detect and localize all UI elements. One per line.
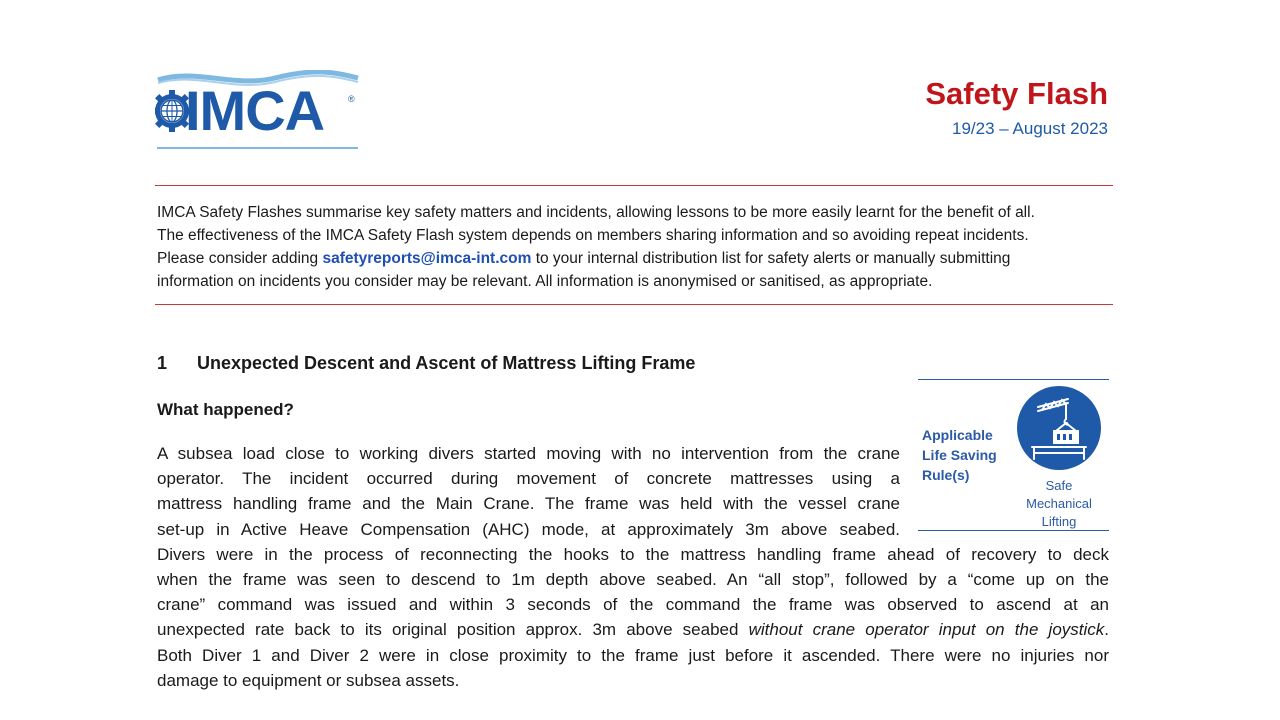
intro-divider [155, 304, 1113, 305]
life-saving-rule-label [922, 425, 1012, 485]
body-line: damage to equipment or subsea assets. [157, 670, 460, 690]
issue-date: 19/23 – August 2023 [952, 119, 1108, 138]
body-line: mattress handling frame and the Main Crane. The frame was held with the vessel crane [157, 494, 900, 514]
body-line: crane” command was issued and within 3 seconds of the command the frame was observed to ascend at an [157, 595, 1109, 615]
box-bottom-rule [918, 530, 1109, 531]
body-line: operator. The incident occurred during movement of concrete mattresses using a [157, 469, 900, 489]
registered-mark: ® [348, 94, 355, 104]
intro-text: Please consider adding [157, 250, 323, 267]
logo-wordmark: IMCA [185, 79, 325, 142]
life-saving-rule-box [918, 379, 1109, 532]
intro-line: The effectiveness of the IMCA Safety Flash system depends on members sharing information and so avoiding repeat incidents. [157, 227, 1029, 244]
imca-logo [155, 70, 360, 152]
caption-line: Safe [1045, 478, 1073, 493]
section-heading [157, 353, 695, 374]
label-line: Rule(s) [922, 467, 970, 483]
subheading: What happened? [157, 400, 294, 419]
label-line: Applicable [922, 427, 993, 443]
box-top-rule [918, 379, 1109, 380]
body-line: set-up in Active Heave Compensation (AHC) mode, at approximately 3m above seabed. [157, 519, 900, 539]
body-line: A subsea load close to working divers started moving with no intervention from the crane [157, 444, 900, 463]
body-text: . [1104, 620, 1110, 640]
page-title: Safety Flash [925, 76, 1108, 111]
body-text: unexpected rate back to its original position approx. 3m above seabed [157, 620, 749, 640]
intro-line: information on incidents you consider may be relevant. All information is anonymised or sanitised, as appropriate. [157, 273, 933, 290]
caption-line: Lifting [1041, 514, 1077, 529]
crane-lifting-icon [1016, 385, 1102, 476]
life-saving-rule-caption [1014, 477, 1104, 531]
section-title: Unexpected Descent and Ascent of Mattress Lifting Frame [197, 353, 696, 373]
email-link[interactable]: safetyreports@imca-int.com [322, 250, 532, 267]
caption-line: Mechanical [1026, 496, 1092, 511]
intro-paragraph [157, 201, 1113, 293]
body-line: when the frame was seen to descend to 1m depth above seabed. An “all stop”, followed by a “come up on the [157, 570, 1109, 590]
intro-line: IMCA Safety Flashes summarise key safety matters and incidents, allowing lessons to be more easily learnt for the benefit of all. [157, 204, 1035, 221]
emphasis-text: without crane operator input on the joystick [748, 620, 1105, 640]
body-line [157, 617, 1109, 642]
intro-line [157, 247, 1113, 270]
body-line: Both Diver 1 and Diver 2 were in close proximity to the frame just before it ascended. There were no injuries nor [157, 645, 1109, 665]
intro-text: to your internal distribution list for safety alerts or manually submitting [531, 250, 1011, 267]
label-line: Life Saving [922, 447, 997, 463]
body-line: Divers were in the process of reconnecting the hooks to the mattress handling frame ahead of recovery to deck [157, 544, 1109, 564]
header-divider [155, 185, 1113, 186]
section-number: 1 [157, 353, 168, 373]
